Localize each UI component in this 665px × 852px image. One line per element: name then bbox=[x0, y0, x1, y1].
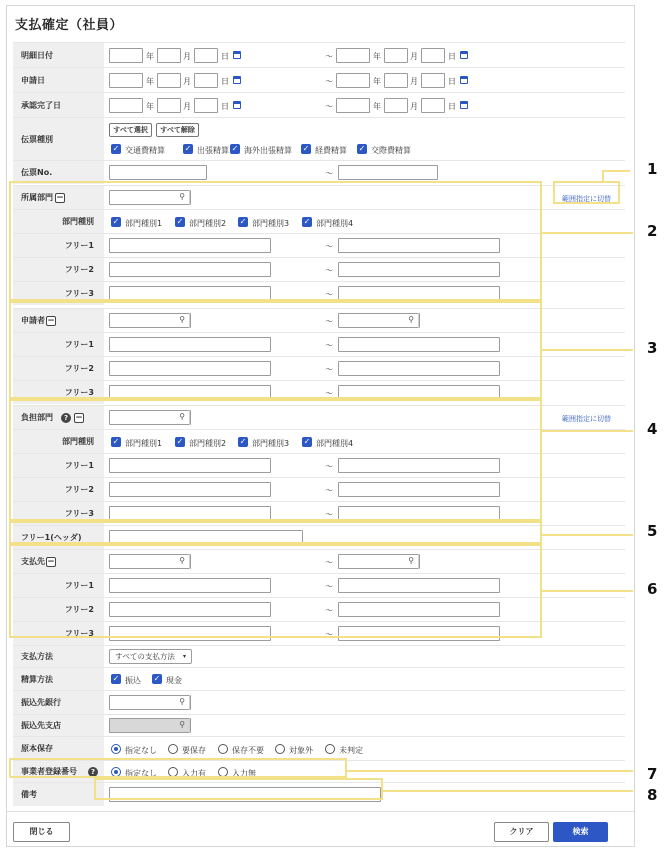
checkbox[interactable]: ✓ bbox=[176, 437, 184, 446]
chevron-down-icon: ▾ bbox=[182, 653, 186, 660]
year-input[interactable] bbox=[109, 48, 143, 63]
burden-dept-row bbox=[13, 405, 625, 429]
day-input[interactable] bbox=[421, 73, 445, 88]
day-label: 日 bbox=[448, 102, 456, 111]
row-label-text: フリー2 bbox=[64, 605, 94, 614]
month-input[interactable] bbox=[384, 98, 408, 113]
checkbox[interactable]: ✓ bbox=[358, 144, 366, 153]
range-to-input[interactable] bbox=[338, 554, 420, 569]
callout-number: 6 bbox=[647, 580, 658, 598]
range-row bbox=[13, 281, 625, 305]
radio[interactable] bbox=[275, 744, 285, 754]
calendar-icon[interactable] bbox=[460, 76, 468, 84]
row-label-text: 部門種別 bbox=[62, 437, 94, 446]
checkbox[interactable]: ✓ bbox=[231, 144, 239, 153]
year-input[interactable] bbox=[109, 73, 143, 88]
row-label bbox=[13, 43, 104, 67]
dept-row bbox=[13, 185, 625, 209]
day-input[interactable] bbox=[194, 98, 218, 113]
remarks-input[interactable] bbox=[109, 787, 381, 802]
row-label-text: フリー3 bbox=[64, 509, 94, 518]
callout-number: 1 bbox=[647, 160, 658, 178]
range-to-input[interactable] bbox=[338, 578, 500, 593]
row-label-text: 伝票No. bbox=[21, 168, 53, 177]
row-label-text: 申請日 bbox=[21, 75, 45, 85]
row-label bbox=[13, 761, 104, 782]
checkbox-label: 部門種別1 bbox=[125, 219, 163, 228]
deselect-all-button[interactable]: すべて解除 bbox=[156, 123, 199, 137]
radio[interactable] bbox=[111, 767, 121, 777]
range-to-input[interactable] bbox=[338, 313, 420, 328]
row-label-text: 承認完了日 bbox=[21, 100, 61, 110]
month-input[interactable] bbox=[384, 73, 408, 88]
free1-header-input[interactable] bbox=[109, 530, 303, 545]
row-label bbox=[13, 737, 104, 760]
checkbox-label: 現金 bbox=[166, 676, 182, 685]
checkbox[interactable]: ✓ bbox=[112, 674, 120, 683]
range-row bbox=[13, 501, 625, 525]
row-label-text: 原本保存 bbox=[21, 744, 53, 753]
remarks-row bbox=[13, 782, 625, 806]
calendar-icon[interactable] bbox=[233, 101, 241, 109]
day-label: 日 bbox=[448, 52, 456, 61]
range-row bbox=[13, 549, 625, 573]
range-row bbox=[13, 160, 625, 184]
row-label-text: フリー2 bbox=[64, 364, 94, 373]
row-label-text: 伝票種別 bbox=[21, 134, 53, 144]
range-from-input[interactable] bbox=[109, 482, 271, 497]
range-row bbox=[13, 380, 625, 404]
range-from-input[interactable] bbox=[109, 385, 271, 400]
row-label-text: 負担部門 bbox=[21, 413, 53, 422]
search-icon[interactable]: ⚲ bbox=[175, 554, 190, 569]
radio[interactable] bbox=[168, 744, 178, 754]
row-label bbox=[13, 68, 104, 92]
range-row bbox=[13, 233, 625, 257]
range-to-input[interactable] bbox=[338, 602, 500, 617]
range-to-input[interactable] bbox=[338, 458, 500, 473]
leader-line bbox=[542, 430, 633, 432]
collapse-icon[interactable]: − bbox=[47, 556, 55, 567]
year-input[interactable] bbox=[336, 98, 370, 113]
callout-number: 8 bbox=[647, 786, 658, 804]
radio-label: 未判定 bbox=[339, 746, 363, 755]
callout-number: 5 bbox=[647, 522, 658, 540]
row-label-text: フリー1 bbox=[64, 581, 94, 590]
row-label bbox=[13, 210, 104, 233]
row-label bbox=[13, 406, 104, 429]
range-from-input[interactable] bbox=[109, 626, 271, 641]
calendar-icon[interactable] bbox=[460, 101, 468, 109]
radio[interactable] bbox=[218, 744, 228, 754]
year-label: 年 bbox=[146, 52, 154, 61]
row-label bbox=[13, 502, 104, 525]
checkbox[interactable]: ✓ bbox=[239, 437, 247, 446]
month-input[interactable] bbox=[384, 48, 408, 63]
search-icon[interactable]: ⚲ bbox=[404, 313, 419, 328]
range-from-input[interactable] bbox=[109, 578, 271, 593]
range-separator: ～ bbox=[325, 52, 333, 61]
row-label-text: フリー1 bbox=[64, 340, 94, 349]
year-label: 年 bbox=[373, 77, 381, 86]
row-label-text: フリー3 bbox=[64, 289, 94, 298]
date-row bbox=[13, 92, 625, 117]
radio-label: 要保存 bbox=[182, 746, 206, 755]
row-label bbox=[13, 715, 104, 736]
select-all-button[interactable]: すべて選択 bbox=[109, 123, 152, 137]
search-button[interactable]: 検索 bbox=[553, 822, 608, 842]
range-row bbox=[13, 573, 625, 597]
checkbox[interactable]: ✓ bbox=[112, 437, 120, 446]
calendar-icon[interactable] bbox=[233, 51, 241, 59]
row-label-text: フリー1(ヘッダ) bbox=[21, 533, 82, 542]
checkbox[interactable]: ✓ bbox=[112, 217, 120, 226]
range-separator: ～ bbox=[325, 242, 333, 251]
month-input[interactable] bbox=[157, 98, 181, 113]
row-label bbox=[13, 186, 104, 209]
radio-label: 指定なし bbox=[125, 746, 157, 755]
radio-label: 対象外 bbox=[289, 746, 313, 755]
checkbox[interactable]: ✓ bbox=[302, 144, 310, 153]
range-from-input[interactable] bbox=[109, 262, 271, 277]
footer bbox=[7, 811, 634, 846]
leader-line bbox=[347, 770, 633, 772]
bumon-type-row bbox=[13, 429, 625, 453]
year-label: 年 bbox=[146, 102, 154, 111]
callout-number: 7 bbox=[647, 765, 658, 783]
month-label: 月 bbox=[183, 102, 191, 111]
range-row bbox=[13, 308, 625, 332]
checkbox-label: 部門種別3 bbox=[252, 439, 290, 448]
range-separator: ～ bbox=[325, 462, 333, 471]
range-from-input[interactable] bbox=[109, 165, 207, 180]
search-icon[interactable]: ⚲ bbox=[175, 313, 190, 328]
range-from-input[interactable] bbox=[109, 238, 271, 253]
original-storage-row bbox=[13, 736, 625, 760]
row-label bbox=[13, 550, 104, 573]
checkbox-label: 交通費精算 bbox=[125, 146, 165, 155]
range-to-input[interactable] bbox=[338, 506, 500, 521]
row-label-text: 支払先 bbox=[21, 557, 45, 566]
range-from-input[interactable] bbox=[109, 337, 271, 352]
range-separator: ～ bbox=[325, 102, 333, 111]
row-label bbox=[13, 309, 104, 332]
search-icon[interactable]: ⚲ bbox=[404, 554, 419, 569]
checkbox-label: 振込 bbox=[125, 676, 141, 685]
range-from-input[interactable] bbox=[109, 286, 271, 301]
range-separator: ～ bbox=[325, 510, 333, 519]
collapse-icon[interactable]: − bbox=[56, 192, 64, 203]
month-label: 月 bbox=[410, 52, 418, 61]
range-from-input[interactable] bbox=[109, 602, 271, 617]
day-input[interactable] bbox=[194, 73, 218, 88]
range-to-input[interactable] bbox=[338, 337, 500, 352]
year-label: 年 bbox=[373, 52, 381, 61]
row-label-text: フリー3 bbox=[64, 388, 94, 397]
free1-header-row bbox=[13, 525, 625, 549]
month-input[interactable] bbox=[157, 48, 181, 63]
row-label-text: フリー1 bbox=[64, 241, 94, 250]
page-title: 支払確定（社員） bbox=[15, 18, 124, 33]
row-label-text: 申請者 bbox=[21, 316, 45, 325]
row-label-text: 備考 bbox=[21, 790, 37, 799]
range-from-input[interactable] bbox=[109, 554, 191, 569]
range-row bbox=[13, 621, 625, 645]
radio-label: 入力無 bbox=[232, 769, 256, 778]
checkbox-label: 部門種別1 bbox=[125, 439, 163, 448]
callout-number: 3 bbox=[647, 339, 658, 357]
help-icon[interactable]: ? bbox=[61, 413, 71, 423]
row-label-text: フリー1 bbox=[64, 461, 94, 470]
range-row bbox=[13, 356, 625, 380]
range-separator: ～ bbox=[325, 630, 333, 639]
clear-button[interactable]: クリア bbox=[494, 822, 549, 842]
checkbox[interactable]: ✓ bbox=[303, 217, 311, 226]
checkbox-label: 部門種別4 bbox=[316, 439, 354, 448]
callout-number: 2 bbox=[647, 222, 658, 240]
search-icon[interactable]: ⚲ bbox=[175, 718, 190, 733]
checkbox[interactable]: ✓ bbox=[176, 217, 184, 226]
checkbox-label: 部門種別2 bbox=[189, 439, 227, 448]
day-input[interactable] bbox=[421, 48, 445, 63]
checkbox[interactable]: ✓ bbox=[153, 674, 161, 683]
checkbox-label: 部門種別2 bbox=[189, 219, 227, 228]
row-label bbox=[13, 333, 104, 356]
search-dialog bbox=[6, 5, 635, 847]
row-label bbox=[13, 381, 104, 404]
range-switch-link[interactable]: 範囲指定に切替 bbox=[562, 195, 611, 203]
range-row bbox=[13, 332, 625, 356]
range-to-input[interactable] bbox=[338, 385, 500, 400]
radio[interactable] bbox=[111, 744, 121, 754]
year-input[interactable] bbox=[109, 98, 143, 113]
row-label bbox=[13, 282, 104, 305]
close-button[interactable]: 閉じる bbox=[13, 822, 70, 842]
date-row bbox=[13, 42, 625, 67]
row-label bbox=[13, 691, 104, 714]
row-label bbox=[13, 478, 104, 501]
row-label bbox=[13, 258, 104, 281]
range-row bbox=[13, 453, 625, 477]
dept-input[interactable] bbox=[109, 190, 191, 205]
voucher-type-row bbox=[13, 117, 625, 160]
radio[interactable] bbox=[168, 767, 178, 777]
day-label: 日 bbox=[448, 77, 456, 86]
range-to-input[interactable] bbox=[338, 286, 500, 301]
checkbox[interactable]: ✓ bbox=[112, 144, 120, 153]
day-label: 日 bbox=[221, 52, 229, 61]
range-row bbox=[13, 477, 625, 501]
range-switch-link[interactable]: 範囲指定に切替 bbox=[562, 415, 611, 423]
row-label-text: 所属部門 bbox=[21, 193, 53, 202]
row-label bbox=[13, 783, 104, 806]
range-to-input[interactable] bbox=[338, 482, 500, 497]
range-from-input[interactable] bbox=[109, 506, 271, 521]
burden-dept-input[interactable] bbox=[109, 410, 191, 425]
day-input[interactable] bbox=[421, 98, 445, 113]
range-separator: ～ bbox=[325, 266, 333, 275]
range-from-input[interactable] bbox=[109, 458, 271, 473]
range-separator: ～ bbox=[325, 317, 333, 326]
leader-line bbox=[602, 170, 630, 172]
range-separator: ～ bbox=[325, 389, 333, 398]
checkbox-label: 部門種別4 bbox=[316, 219, 354, 228]
payment-method-value: すべての支払方法 bbox=[115, 652, 175, 661]
month-input[interactable] bbox=[157, 73, 181, 88]
row-label-text: 支払方法 bbox=[21, 652, 53, 661]
checkbox[interactable]: ✓ bbox=[239, 217, 247, 226]
leader-line bbox=[542, 534, 633, 536]
leader-line bbox=[383, 790, 633, 792]
row-label-text: 振込先支店 bbox=[21, 721, 61, 730]
range-separator: ～ bbox=[325, 486, 333, 495]
row-label bbox=[13, 454, 104, 477]
row-label-text: フリー3 bbox=[64, 629, 94, 638]
bank-row bbox=[13, 690, 625, 714]
row-label bbox=[13, 668, 104, 690]
range-separator: ～ bbox=[325, 169, 333, 178]
collapse-icon[interactable]: − bbox=[75, 412, 83, 423]
year-label: 年 bbox=[373, 102, 381, 111]
month-label: 月 bbox=[183, 52, 191, 61]
radio-label: 入力有 bbox=[182, 769, 206, 778]
row-label-text: 事業者登録番号 bbox=[21, 767, 77, 776]
bank-input[interactable] bbox=[109, 695, 191, 710]
range-to-input[interactable] bbox=[338, 626, 500, 641]
collapse-icon[interactable]: − bbox=[47, 315, 55, 326]
row-label bbox=[13, 118, 104, 160]
radio-label: 保存不要 bbox=[232, 746, 264, 755]
payment-method-row bbox=[13, 645, 625, 667]
leader-line bbox=[542, 232, 633, 234]
row-label-text: 振込先銀行 bbox=[21, 698, 61, 707]
leader-line bbox=[542, 590, 633, 592]
checkbox-label: 部門種別3 bbox=[252, 219, 290, 228]
range-row bbox=[13, 257, 625, 281]
month-label: 月 bbox=[410, 102, 418, 111]
checkbox-label: 交際費精算 bbox=[371, 146, 411, 155]
row-label-text: 精算方法 bbox=[21, 674, 53, 684]
row-label bbox=[13, 574, 104, 597]
range-to-input[interactable] bbox=[338, 361, 500, 376]
radio[interactable] bbox=[218, 767, 228, 777]
year-input[interactable] bbox=[336, 48, 370, 63]
row-label bbox=[13, 357, 104, 380]
row-label-text: 部門種別 bbox=[62, 217, 94, 226]
day-label: 日 bbox=[221, 102, 229, 111]
range-separator: ～ bbox=[325, 341, 333, 350]
search-icon[interactable]: ⚲ bbox=[175, 410, 190, 425]
checkbox-label: 出張精算 bbox=[197, 146, 229, 155]
range-separator: ～ bbox=[325, 290, 333, 299]
radio-label: 指定なし bbox=[125, 769, 157, 778]
row-label bbox=[13, 430, 104, 453]
year-input[interactable] bbox=[336, 73, 370, 88]
year-label: 年 bbox=[146, 77, 154, 86]
row-label bbox=[13, 526, 104, 549]
callout-number: 4 bbox=[647, 420, 658, 438]
range-to-input[interactable] bbox=[338, 165, 438, 180]
row-label bbox=[13, 234, 104, 257]
month-label: 月 bbox=[183, 77, 191, 86]
search-icon[interactable]: ⚲ bbox=[175, 695, 190, 710]
calendar-icon[interactable] bbox=[460, 51, 468, 59]
help-icon[interactable]: ? bbox=[88, 767, 98, 777]
bumon-type-row bbox=[13, 209, 625, 233]
calendar-icon[interactable] bbox=[233, 76, 241, 84]
range-to-input[interactable] bbox=[338, 238, 500, 253]
range-separator: ～ bbox=[325, 77, 333, 86]
range-row bbox=[13, 597, 625, 621]
day-input[interactable] bbox=[194, 48, 218, 63]
checkbox-label: 経費精算 bbox=[315, 146, 347, 155]
row-label bbox=[13, 622, 104, 645]
payment-method-select[interactable] bbox=[109, 649, 192, 664]
row-label bbox=[13, 93, 104, 117]
row-label-text: 明細日付 bbox=[21, 50, 53, 60]
range-separator: ～ bbox=[325, 606, 333, 615]
settlement-row bbox=[13, 667, 625, 690]
checkbox[interactable]: ✓ bbox=[184, 144, 192, 153]
row-label bbox=[13, 161, 104, 184]
range-from-input[interactable] bbox=[109, 313, 191, 328]
row-label bbox=[13, 646, 104, 667]
range-separator: ～ bbox=[325, 365, 333, 374]
search-icon[interactable]: ⚲ bbox=[175, 190, 190, 205]
range-from-input[interactable] bbox=[109, 361, 271, 376]
range-separator: ～ bbox=[325, 558, 333, 567]
checkbox[interactable]: ✓ bbox=[303, 437, 311, 446]
branch-input bbox=[109, 718, 191, 733]
day-label: 日 bbox=[221, 77, 229, 86]
row-label bbox=[13, 598, 104, 621]
leader-line bbox=[542, 349, 633, 351]
range-to-input[interactable] bbox=[338, 262, 500, 277]
month-label: 月 bbox=[410, 77, 418, 86]
radio[interactable] bbox=[325, 744, 335, 754]
row-label-text: フリー2 bbox=[64, 485, 94, 494]
date-row bbox=[13, 67, 625, 92]
branch-row bbox=[13, 714, 625, 736]
range-separator: ～ bbox=[325, 582, 333, 591]
checkbox-label: 海外出張精算 bbox=[244, 146, 292, 155]
row-label-text: フリー2 bbox=[64, 265, 94, 274]
